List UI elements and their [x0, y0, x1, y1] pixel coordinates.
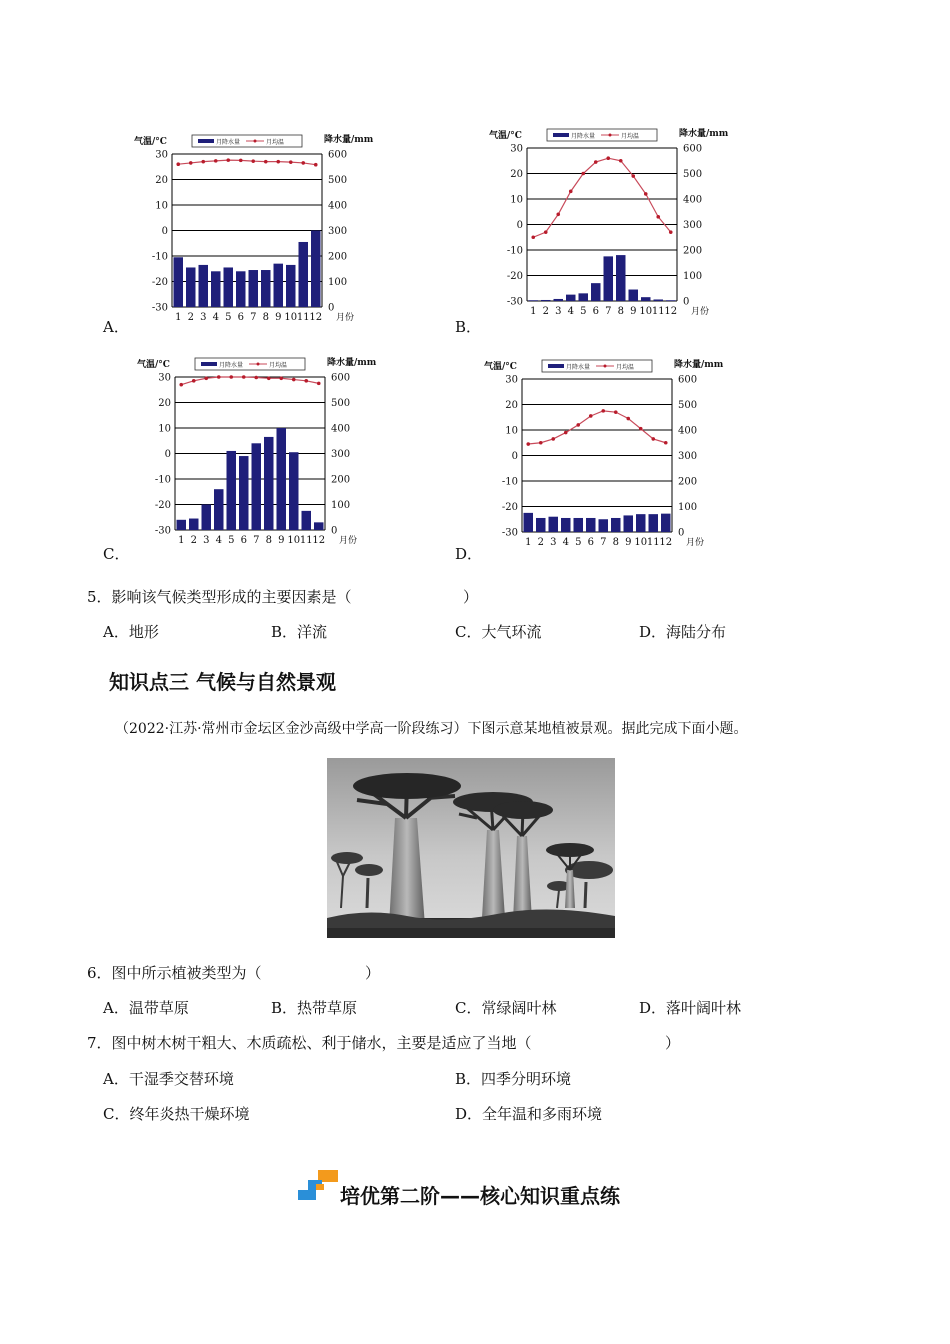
precip-bar — [524, 513, 534, 532]
precip-tick-label: 600 — [331, 372, 351, 384]
temp-line — [178, 160, 316, 165]
temp-tick-label: 30 — [158, 372, 171, 384]
temp-tick-label: -20 — [151, 277, 168, 288]
temp-point — [251, 159, 255, 163]
month-tick-label: 11 — [646, 537, 660, 548]
precip-bar — [641, 297, 651, 301]
month-tick-label: 12 — [659, 537, 673, 548]
baobab-vegetation-photo — [327, 758, 615, 938]
precip-bar — [591, 283, 601, 301]
temp-tick-label: 0 — [164, 449, 171, 460]
precip-bar — [236, 271, 246, 307]
temp-point — [639, 427, 643, 431]
month-tick-label: 12 — [312, 535, 326, 546]
temp-axis-title: 气温/°C — [137, 360, 170, 370]
month-tick-label: 1 — [175, 312, 182, 323]
precip-bar — [286, 265, 296, 307]
precip-bar — [629, 290, 639, 301]
precip-tick-label: 100 — [683, 271, 703, 282]
precip-bar — [314, 522, 324, 530]
temp-tick-label: 10 — [158, 423, 171, 435]
temp-point — [176, 162, 180, 166]
q7-option-d[interactable]: D．全年温和多雨环境 — [455, 1105, 603, 1123]
precip-bar — [174, 257, 184, 307]
legend-temp-label: 月均温 — [621, 133, 640, 140]
temp-point — [276, 160, 280, 164]
q5-option-d[interactable]: D．海陆分布 — [639, 623, 727, 641]
precip-bar — [274, 264, 284, 307]
temp-point — [204, 376, 208, 380]
temp-point — [214, 159, 218, 163]
month-tick-label: 1 — [525, 537, 532, 548]
month-tick-label: 7 — [250, 312, 257, 323]
precip-tick-label: 0 — [683, 296, 690, 308]
precip-bar — [586, 518, 596, 532]
month-tick-label: 1 — [530, 306, 537, 317]
month-axis-title: 月份 — [691, 307, 710, 317]
month-tick-label: 6 — [237, 312, 244, 323]
month-tick-label: 3 — [555, 306, 562, 317]
month-tick-label: 2 — [542, 306, 549, 317]
climate-chart-b — [485, 124, 730, 326]
chart-a-option-letter: A． — [103, 318, 129, 336]
temp-axis-title: 气温/°C — [489, 131, 522, 141]
temp-tick-label: -20 — [154, 500, 171, 511]
temp-line — [533, 158, 671, 237]
temp-point — [606, 156, 610, 160]
temp-point — [239, 159, 243, 163]
precip-bar — [249, 270, 259, 307]
precip-bar — [624, 515, 634, 532]
temp-tick-label: -30 — [501, 527, 518, 539]
month-tick-label: 10 — [284, 312, 298, 323]
temp-tick-label: -10 — [151, 251, 168, 263]
precip-tick-label: 400 — [683, 194, 703, 206]
precip-bar — [186, 267, 196, 307]
precip-bar — [177, 520, 187, 530]
stage-logo-icon — [298, 1168, 340, 1202]
temp-line — [528, 411, 666, 444]
precip-tick-label: 200 — [331, 474, 351, 486]
precip-bar — [214, 489, 224, 530]
month-tick-label: 5 — [225, 312, 232, 323]
month-tick-label: 11 — [299, 535, 313, 546]
temp-tick-label: 20 — [505, 400, 518, 411]
temp-point — [551, 437, 555, 441]
precip-bar — [561, 518, 571, 532]
precip-bar — [599, 519, 609, 532]
precip-tick-label: 200 — [328, 251, 348, 263]
q6-option-b[interactable]: B．热带草原 — [271, 999, 358, 1017]
q5-option-c[interactable]: C．大气环流 — [455, 623, 542, 641]
precip-tick-label: 100 — [678, 502, 698, 513]
climate-chart-c — [133, 353, 378, 553]
q5-option-b[interactable]: B．洋流 — [271, 623, 328, 641]
precip-bar — [654, 299, 664, 301]
temp-tick-label: 20 — [155, 175, 168, 186]
temp-point — [217, 375, 221, 379]
question-7-close: ） — [665, 1034, 681, 1052]
temp-point — [264, 160, 268, 164]
precip-tick-label: 100 — [331, 500, 351, 511]
month-axis-title: 月份 — [686, 538, 705, 548]
month-tick-label: 3 — [550, 537, 557, 548]
precip-axis-title: 降水量/mm — [327, 358, 377, 368]
precip-bar — [202, 505, 212, 531]
precip-bar — [604, 256, 614, 301]
month-tick-label: 3 — [200, 312, 207, 323]
month-tick-label: 7 — [605, 306, 612, 317]
temp-point — [279, 376, 283, 380]
precip-bar — [252, 443, 262, 530]
temp-point — [601, 409, 605, 413]
precip-bar — [261, 270, 271, 307]
precip-bar — [666, 300, 676, 301]
legend-line-marker — [254, 140, 257, 143]
temp-point — [544, 230, 548, 234]
temp-tick-label: 0 — [516, 220, 523, 231]
precip-bar — [579, 293, 589, 301]
q5-option-a[interactable]: A．地形 — [103, 623, 159, 641]
month-tick-label: 8 — [617, 306, 624, 317]
precip-bar — [189, 519, 199, 530]
chart-b-option-letter: B． — [455, 318, 482, 336]
precip-bar — [199, 265, 209, 307]
precip-bar — [541, 300, 551, 301]
precip-bar — [661, 514, 671, 532]
q7-option-c[interactable]: C．终年炎热干燥环境 — [103, 1105, 250, 1123]
legend-bar-swatch — [548, 364, 564, 368]
precip-bar — [302, 511, 312, 530]
question-7-stem: 7．图中树木树干粗大、木质疏松、利于储水，主要是适应了当地（ — [87, 1034, 532, 1052]
temp-tick-label: 20 — [158, 398, 171, 409]
temp-point — [576, 423, 580, 427]
precip-axis-title: 降水量/mm — [679, 129, 729, 139]
temp-point — [539, 441, 543, 445]
month-tick-label: 10 — [639, 306, 653, 317]
temp-tick-label: -10 — [501, 476, 518, 488]
logo-orange-small — [316, 1184, 324, 1190]
precip-tick-label: 400 — [328, 200, 348, 212]
temp-point — [226, 158, 230, 162]
temp-point — [314, 163, 318, 167]
month-tick-label: 8 — [262, 312, 269, 323]
month-tick-label: 12 — [664, 306, 678, 317]
month-tick-label: 10 — [634, 537, 648, 548]
temp-tick-label: 0 — [161, 226, 168, 237]
month-tick-label: 2 — [190, 535, 197, 546]
temp-tick-label: 20 — [510, 169, 523, 180]
month-tick-label: 2 — [187, 312, 194, 323]
precip-tick-label: 500 — [328, 175, 348, 186]
precip-bar — [574, 518, 584, 532]
month-tick-label: 9 — [278, 535, 285, 546]
chart-d-option-letter: D． — [455, 545, 483, 563]
precip-bar — [649, 514, 659, 532]
month-tick-label: 5 — [575, 537, 582, 548]
month-tick-label: 7 — [600, 537, 607, 548]
precip-tick-label: 300 — [328, 226, 348, 237]
precip-axis-title: 降水量/mm — [674, 360, 724, 370]
temp-point — [669, 230, 673, 234]
climate-chart-a — [130, 130, 374, 330]
legend-precip-label: 月降水量 — [216, 139, 241, 146]
legend-line-marker — [604, 365, 607, 368]
legend-temp-label: 月均温 — [269, 362, 288, 369]
q6-option-a[interactable]: A．温带草原 — [103, 999, 189, 1017]
precip-tick-label: 400 — [678, 425, 698, 437]
temp-point — [581, 172, 585, 176]
precip-bar — [277, 428, 287, 530]
month-tick-label: 6 — [592, 306, 599, 317]
precip-bar — [311, 231, 321, 308]
precip-bar — [566, 295, 576, 301]
legend-bar-swatch — [201, 362, 217, 366]
precip-bar — [536, 518, 546, 532]
precip-tick-label: 400 — [331, 423, 351, 435]
precip-bar — [224, 267, 234, 307]
temp-axis-title: 气温/°C — [484, 362, 517, 372]
legend-precip-label: 月降水量 — [566, 364, 591, 371]
month-tick-label: 2 — [537, 537, 544, 548]
precip-tick-label: 0 — [328, 302, 335, 314]
month-tick-label: 7 — [253, 535, 260, 546]
temp-tick-label: -30 — [151, 302, 168, 314]
temp-point — [631, 174, 635, 178]
precip-tick-label: 600 — [678, 374, 698, 386]
temp-tick-label: -10 — [154, 474, 171, 486]
q6-option-d[interactable]: D．落叶阔叶林 — [639, 999, 742, 1017]
temp-point — [644, 192, 648, 196]
legend-precip-label: 月降水量 — [571, 133, 596, 140]
temp-point — [242, 375, 246, 379]
month-tick-label: 5 — [580, 306, 587, 317]
temp-point — [619, 159, 623, 163]
temp-point — [664, 441, 668, 445]
temp-point — [569, 190, 573, 194]
month-tick-label: 4 — [215, 535, 222, 546]
precip-tick-label: 100 — [328, 277, 348, 288]
precip-tick-label: 300 — [331, 449, 351, 460]
temp-point — [556, 213, 560, 217]
question-5-close: ） — [463, 588, 479, 606]
month-tick-label: 1 — [178, 535, 185, 546]
precip-bar — [611, 518, 621, 532]
legend-bar-swatch — [198, 139, 214, 143]
q7-option-a[interactable]: A．干湿季交替环境 — [103, 1070, 234, 1088]
question-5-stem: 5．影响该气候类型形成的主要因素是（ — [87, 588, 352, 606]
temp-point — [651, 437, 655, 441]
precip-tick-label: 200 — [683, 245, 703, 257]
q7-option-b[interactable]: B．四季分明环境 — [455, 1070, 572, 1088]
month-tick-label: 8 — [612, 537, 619, 548]
temp-point — [531, 235, 535, 239]
temp-line — [181, 377, 319, 385]
precip-tick-label: 0 — [331, 525, 338, 537]
temp-tick-label: 10 — [155, 200, 168, 212]
precip-tick-label: 600 — [683, 143, 703, 155]
month-tick-label: 6 — [240, 535, 247, 546]
stage-two-title: 培优第二阶——核心知识重点练 — [340, 1184, 620, 1208]
precip-tick-label: 500 — [678, 400, 698, 411]
temp-point — [289, 160, 293, 164]
precip-bar — [211, 271, 221, 307]
temp-tick-label: -20 — [501, 502, 518, 513]
temp-point — [614, 410, 618, 414]
temp-tick-label: -20 — [506, 271, 523, 282]
precip-bar — [299, 242, 309, 307]
question-6-stem: 6．图中所示植被类型为（ — [87, 964, 262, 982]
month-axis-title: 月份 — [339, 536, 358, 546]
precip-tick-label: 500 — [683, 169, 703, 180]
month-tick-label: 12 — [309, 312, 323, 323]
precip-bar — [554, 299, 564, 301]
precip-tick-label: 500 — [331, 398, 351, 409]
climate-chart-d — [480, 355, 725, 555]
precip-axis-title: 降水量/mm — [324, 135, 374, 145]
temp-point — [229, 375, 233, 379]
month-tick-label: 4 — [212, 312, 219, 323]
temp-point — [267, 376, 271, 380]
logo-blue-block-bottom — [298, 1190, 316, 1200]
month-tick-label: 11 — [296, 312, 310, 323]
temp-tick-label: -30 — [506, 296, 523, 308]
temp-tick-label: -10 — [506, 245, 523, 257]
precip-tick-label: 0 — [678, 527, 685, 539]
legend-temp-label: 月均温 — [616, 364, 635, 371]
month-tick-label: 5 — [228, 535, 235, 546]
precip-bar — [616, 255, 626, 301]
precip-bar — [264, 437, 274, 530]
legend-line-marker — [257, 363, 260, 366]
temp-tick-label: 10 — [505, 425, 518, 437]
precip-tick-label: 300 — [683, 220, 703, 231]
section-3-intro: （2022·江苏·常州市金坛区金沙高级中学高一阶段练习）下图示意某地植被景观。据此完成下面小题。 — [115, 721, 748, 737]
month-tick-label: 4 — [567, 306, 574, 317]
precip-bar — [549, 517, 559, 532]
legend-temp-label: 月均温 — [266, 139, 285, 146]
precip-tick-label: 600 — [328, 149, 348, 161]
section-3-title: 知识点三 气候与自然景观 — [109, 670, 336, 694]
chart-c-option-letter: C． — [103, 545, 130, 563]
month-tick-label: 9 — [625, 537, 632, 548]
temp-point — [254, 376, 258, 380]
temp-point — [589, 414, 593, 418]
temp-point — [301, 161, 305, 165]
temp-tick-label: 30 — [510, 143, 523, 155]
temp-point — [179, 383, 183, 387]
precip-bar — [289, 452, 299, 530]
month-tick-label: 8 — [265, 535, 272, 546]
temp-point — [317, 382, 321, 386]
question-6-close: ） — [365, 964, 381, 982]
legend-line-marker — [609, 134, 612, 137]
precip-bar — [227, 451, 237, 530]
temp-point — [626, 417, 630, 421]
temp-point — [201, 160, 205, 164]
temp-tick-label: 0 — [511, 451, 518, 462]
month-tick-label: 4 — [562, 537, 569, 548]
precip-tick-label: 300 — [678, 451, 698, 462]
q6-option-c[interactable]: C．常绿阔叶林 — [455, 999, 557, 1017]
temp-tick-label: 10 — [510, 194, 523, 206]
temp-tick-label: 30 — [505, 374, 518, 386]
temp-point — [594, 160, 598, 164]
month-axis-title: 月份 — [336, 313, 355, 323]
precip-bar — [636, 514, 646, 532]
temp-point — [656, 215, 660, 219]
month-tick-label: 3 — [203, 535, 210, 546]
temp-point — [564, 431, 568, 435]
temp-point — [304, 379, 308, 383]
month-tick-label: 6 — [587, 537, 594, 548]
temp-point — [189, 161, 193, 165]
month-tick-label: 9 — [275, 312, 282, 323]
legend-precip-label: 月降水量 — [219, 362, 244, 369]
temp-axis-title: 气温/°C — [134, 137, 167, 147]
precip-tick-label: 200 — [678, 476, 698, 488]
precip-bar — [529, 300, 539, 301]
temp-point — [292, 378, 296, 382]
temp-point — [192, 379, 196, 383]
month-tick-label: 10 — [287, 535, 301, 546]
month-tick-label: 9 — [630, 306, 637, 317]
temp-tick-label: 30 — [155, 149, 168, 161]
month-tick-label: 11 — [651, 306, 665, 317]
temp-tick-label: -30 — [154, 525, 171, 537]
temp-point — [526, 442, 530, 446]
precip-bar — [239, 456, 249, 530]
legend-bar-swatch — [553, 133, 569, 137]
